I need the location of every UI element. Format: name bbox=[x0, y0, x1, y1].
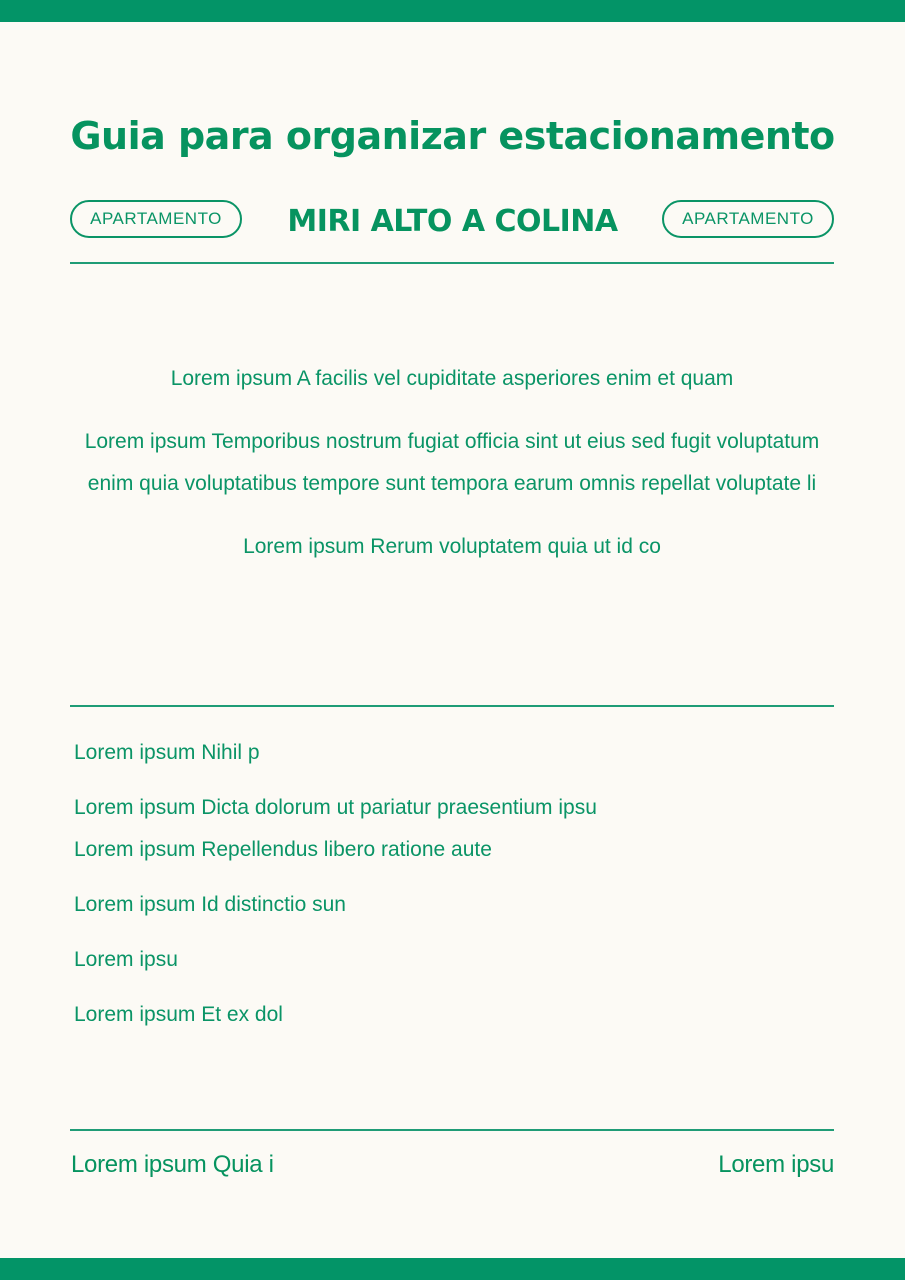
footer-right-text: Lorem ipsu bbox=[718, 1151, 834, 1178]
tag-right: APARTAMENTO bbox=[662, 200, 834, 238]
top-accent-bar bbox=[0, 0, 905, 22]
divider-bottom bbox=[70, 1129, 834, 1131]
divider-top bbox=[70, 262, 834, 264]
page-title: Guia para organizar estacionamento bbox=[70, 114, 835, 158]
intro-paragraph: Lorem ipsum Temporibus nostrum fugiat officia sint ut eius sed fugit voluptatum enim quia voluptatibus tempore sunt tempora earum omnis repellat voluptate li bbox=[84, 430, 820, 495]
list-item: Lorem ipsu bbox=[74, 948, 178, 971]
divider-middle bbox=[70, 705, 834, 707]
list-item: Lorem ipsum Id distinctio sun bbox=[74, 893, 346, 916]
list-item: Lorem ipsum Dicta dolorum ut pariatur praesentium ipsu bbox=[74, 796, 597, 819]
intro-paragraph: Lorem ipsum Rerum voluptatem quia ut id co bbox=[243, 535, 661, 558]
bottom-accent-bar bbox=[0, 1258, 905, 1280]
building-name: MIRI ALTO A COLINA bbox=[287, 204, 618, 239]
intro-section bbox=[70, 358, 834, 568]
list-item: Lorem ipsum Et ex dol bbox=[74, 1003, 283, 1026]
intro-paragraph: Lorem ipsum A facilis vel cupiditate asperiores enim et quam bbox=[170, 367, 734, 390]
list-item: Lorem ipsum Repellendus libero ratione aute bbox=[74, 838, 492, 861]
list-item: Lorem ipsum Nihil p bbox=[74, 741, 260, 764]
rules-list bbox=[74, 732, 834, 1036]
footer-left-text: Lorem ipsum Quia i bbox=[71, 1151, 274, 1178]
tag-left: APARTAMENTO bbox=[70, 200, 242, 238]
